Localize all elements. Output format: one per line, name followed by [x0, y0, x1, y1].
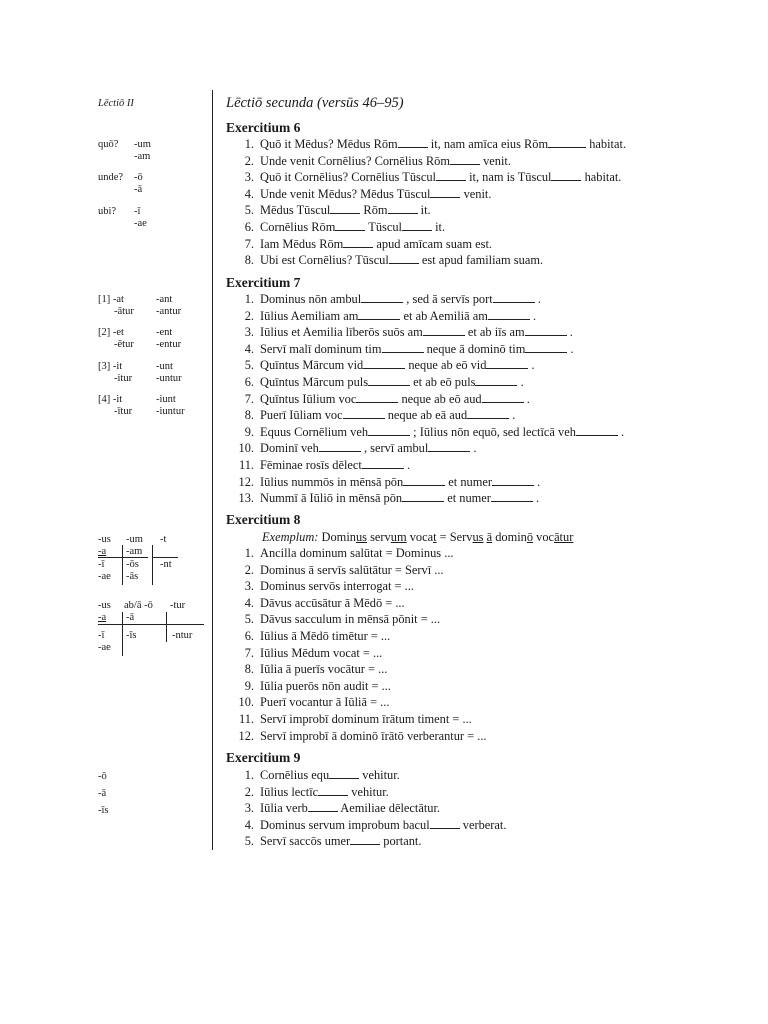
list-item: 5. Servī saccōs umer portant.	[244, 834, 422, 849]
table-rule	[152, 557, 178, 558]
answer-blank[interactable]	[389, 252, 419, 264]
margin-note: ubi?	[98, 206, 117, 217]
answer-blank[interactable]	[319, 440, 361, 452]
list-item: 6. Iūlius ā Mēdō timētur = ...	[244, 628, 391, 643]
exercitium-8-heading: Exercitium 8	[226, 512, 301, 527]
answer-blank[interactable]	[318, 784, 348, 796]
margin-note: -ī	[98, 630, 105, 641]
answer-blank[interactable]	[398, 136, 428, 148]
answer-blank[interactable]	[467, 407, 509, 419]
margin-note: -ās	[126, 571, 139, 582]
table-rule	[152, 545, 153, 585]
margin-note: -īs	[126, 630, 137, 641]
answer-blank[interactable]	[576, 424, 618, 436]
list-item: 7. Iam Mēdus Rōm apud amīcam suam est.	[244, 236, 493, 251]
margin-note: -a	[98, 612, 107, 623]
list-item: 7. Iūlius Mēdum vocat = ...	[244, 645, 383, 660]
list-item: 9. Equus Cornēlium veh ; Iūlius nōn equō, sed lectīcā veh .	[244, 424, 625, 439]
answer-blank[interactable]	[350, 833, 380, 845]
list-item: 6. Cornēlius Rōm Tūscul it.	[244, 219, 446, 234]
answer-blank[interactable]	[362, 457, 404, 469]
margin-note: -um	[134, 139, 151, 150]
margin-note: [4] -it	[98, 394, 123, 405]
table-rule	[98, 557, 148, 558]
list-item: 3. Dominus servōs interrogat = ...	[244, 579, 414, 594]
exercitium-9-heading: Exercitium 9	[226, 750, 301, 765]
answer-blank[interactable]	[329, 767, 359, 779]
list-item: 3. Iūlius et Aemilia līberōs suōs am et ab iīs am .	[244, 325, 573, 340]
margin-note: [1] -at	[98, 294, 124, 305]
list-item: 5. Mēdus Tūscul Rōm it.	[244, 203, 431, 218]
margin-note: -ent	[156, 327, 173, 338]
answer-blank[interactable]	[436, 169, 466, 181]
margin-note: -unt	[156, 361, 173, 372]
margin-note: [2] -et	[98, 327, 124, 338]
margin-note: -entur	[156, 339, 182, 350]
answer-blank[interactable]	[423, 324, 465, 336]
list-item: 8. Ubi est Cornēlius? Tūscul est apud familiam suam.	[244, 253, 544, 268]
list-item: 8. Iūlia ā puerīs vocātur = ...	[244, 662, 388, 677]
margin-note: -tur	[170, 600, 186, 611]
answer-blank[interactable]	[388, 202, 418, 214]
margin-note: quō?	[98, 139, 119, 150]
answer-blank[interactable]	[492, 474, 534, 486]
margin-note: -itur	[114, 373, 133, 384]
margin-note: -ō	[134, 172, 143, 183]
margin-note: -antur	[156, 306, 182, 317]
answer-blank[interactable]	[482, 391, 524, 403]
list-item: 4. Dāvus accūsātur ā Mēdō = ...	[244, 595, 405, 610]
answer-blank[interactable]	[525, 324, 567, 336]
margin-note: -ae	[98, 571, 111, 582]
answer-blank[interactable]	[450, 153, 480, 165]
answer-blank[interactable]	[330, 202, 360, 214]
margin-note: -ae	[98, 642, 111, 653]
margin-note: -ī	[98, 559, 105, 570]
column-divider	[212, 90, 213, 850]
margin-note: -ītur	[114, 406, 133, 417]
exercitium-9-list	[226, 767, 726, 850]
list-item: 4. Dominus servum improbum bacul verberat.	[244, 817, 507, 832]
margin-note: unde?	[98, 172, 124, 183]
margin-note: -us	[98, 600, 111, 611]
margin-note: -ī	[134, 206, 141, 217]
list-item: 1. Cornēlius equ vehitur.	[244, 768, 400, 782]
margin-note: -ant	[156, 294, 173, 305]
answer-blank[interactable]	[368, 424, 410, 436]
answer-blank[interactable]	[548, 136, 586, 148]
lectio-label: Lēctiō II	[98, 98, 134, 109]
margin-note: -iunt	[156, 394, 176, 405]
answer-blank[interactable]	[493, 291, 535, 303]
margin-note: -us	[98, 534, 111, 545]
answer-blank[interactable]	[475, 374, 517, 386]
answer-blank[interactable]	[402, 219, 432, 231]
list-item: 2. Iūlius lectīc vehitur.	[244, 784, 389, 799]
answer-blank[interactable]	[343, 236, 373, 248]
answer-blank[interactable]	[358, 308, 400, 320]
margin-note: -ā	[134, 184, 143, 195]
margin-note: -ā	[126, 612, 135, 623]
margin-note: -ae	[134, 218, 147, 229]
answer-blank[interactable]	[361, 291, 403, 303]
margin-note: ab/ā -ō	[124, 600, 153, 611]
margin-note: -nt	[160, 559, 172, 570]
answer-blank[interactable]	[491, 490, 533, 502]
answer-blank[interactable]	[486, 357, 528, 369]
margin-note: [3] -it	[98, 361, 123, 372]
page-title: Lēctiō secunda (versūs 46–95)	[226, 95, 404, 111]
answer-blank[interactable]	[402, 490, 444, 502]
list-item: 4. Servī malī dominum tim neque ā dominō tim .	[244, 341, 574, 356]
margin-note: -īs	[98, 805, 109, 816]
list-item: 7. Quīntus Iūlium voc neque ab eō aud .	[244, 391, 530, 406]
list-item: 5. Quīntus Mārcum vid neque ab eō vid .	[244, 358, 535, 373]
table-rule	[122, 545, 123, 585]
list-item: 1. Ancilla dominum salūtat = Dominus ...	[244, 546, 454, 560]
list-item: 2. Iūlius Aemiliam am et ab Aemiliā am .	[244, 308, 537, 323]
list-item: 10. Puerī vocantur ā Iūliā = ...	[238, 695, 390, 710]
answer-blank[interactable]	[551, 169, 581, 181]
margin-note: -t	[160, 534, 167, 545]
answer-blank[interactable]	[335, 219, 365, 231]
list-item: 11. Servī improbī dominum īrātum timent = ...	[238, 711, 472, 726]
list-item: 4. Unde venit Mēdus? Mēdus Tūscul venit.	[244, 186, 492, 201]
answer-blank[interactable]	[382, 341, 424, 353]
list-item: 1. Dominus nōn ambul , sed ā servīs port .	[244, 292, 541, 306]
margin-note: -ō	[98, 771, 107, 782]
exercitium-6-heading: Exercitium 6	[226, 120, 301, 135]
table-rule	[166, 624, 204, 625]
margin-note: -ōs	[126, 559, 139, 570]
list-item: 12. Iūlius nummōs in mēnsā pōn et numer .	[238, 474, 541, 489]
answer-blank[interactable]	[428, 440, 470, 452]
margin-note: -ātur	[114, 306, 134, 317]
table-rule	[166, 612, 167, 642]
margin-note: -ntur	[172, 630, 193, 641]
list-item: 1. Quō it Mēdus? Mēdus Rōm it, nam amīca eius Rōm habitat.	[244, 137, 627, 151]
answer-blank[interactable]	[430, 817, 460, 829]
answer-blank[interactable]	[363, 357, 405, 369]
answer-blank[interactable]	[343, 407, 385, 419]
answer-blank[interactable]	[488, 308, 530, 320]
list-item: 2. Dominus ā servīs salūtātur = Servī ...	[244, 562, 444, 577]
margin-note: -iuntur	[156, 406, 185, 417]
list-item: 6. Quīntus Mārcum puls et ab eō puls .	[244, 374, 524, 389]
answer-blank[interactable]	[430, 186, 460, 198]
answer-blank[interactable]	[403, 474, 445, 486]
table-rule	[122, 612, 123, 656]
answer-blank[interactable]	[368, 374, 410, 386]
list-item: 5. Dāvus sacculum in mēnsā pōnit = ...	[244, 612, 441, 627]
list-item: 3. Iūlia verb Aemiliae dēlectātur.	[244, 801, 441, 816]
answer-blank[interactable]	[308, 800, 338, 812]
answer-blank[interactable]	[525, 341, 567, 353]
answer-blank[interactable]	[356, 391, 398, 403]
list-item: 2. Unde venit Cornēlius? Cornēlius Rōm venit.	[244, 153, 511, 168]
list-item: 11. Fēminae rosīs dēlect .	[238, 457, 411, 472]
list-item: 9. Iūlia puerōs nōn audit = ...	[244, 678, 391, 693]
list-item: 8. Puerī Iūliam voc neque ab eā aud .	[244, 408, 516, 423]
margin-note: -am	[126, 546, 143, 557]
list-item: 13. Nummī ā Iūliō in mēnsā pōn et numer .	[238, 491, 540, 506]
margin-note: -um	[126, 534, 143, 545]
margin-note: -untur	[156, 373, 182, 384]
margin-note: -a	[98, 546, 107, 557]
margin-note: -ā	[98, 788, 107, 799]
exemplum-line: Exemplum: Dominus servum vocat = Servus ā dominō vocātur	[262, 530, 574, 544]
exercitium-7-list	[226, 291, 726, 507]
exercitium-7-heading: Exercitium 7	[226, 275, 301, 290]
list-item: 3. Quō it Cornēlius? Cornēlius Tūscul it, nam is Tūscul habitat.	[244, 170, 622, 185]
table-rule	[98, 624, 168, 625]
exercitium-8-list	[226, 545, 726, 744]
list-item: 10. Dominī veh , servī ambul .	[238, 441, 477, 456]
exercitium-6-list	[226, 136, 726, 269]
margin-note: -ētur	[114, 339, 134, 350]
margin-note: -am	[134, 151, 151, 162]
list-item: 12. Servī improbī ā dominō īrātō verberantur = ...	[238, 728, 487, 743]
